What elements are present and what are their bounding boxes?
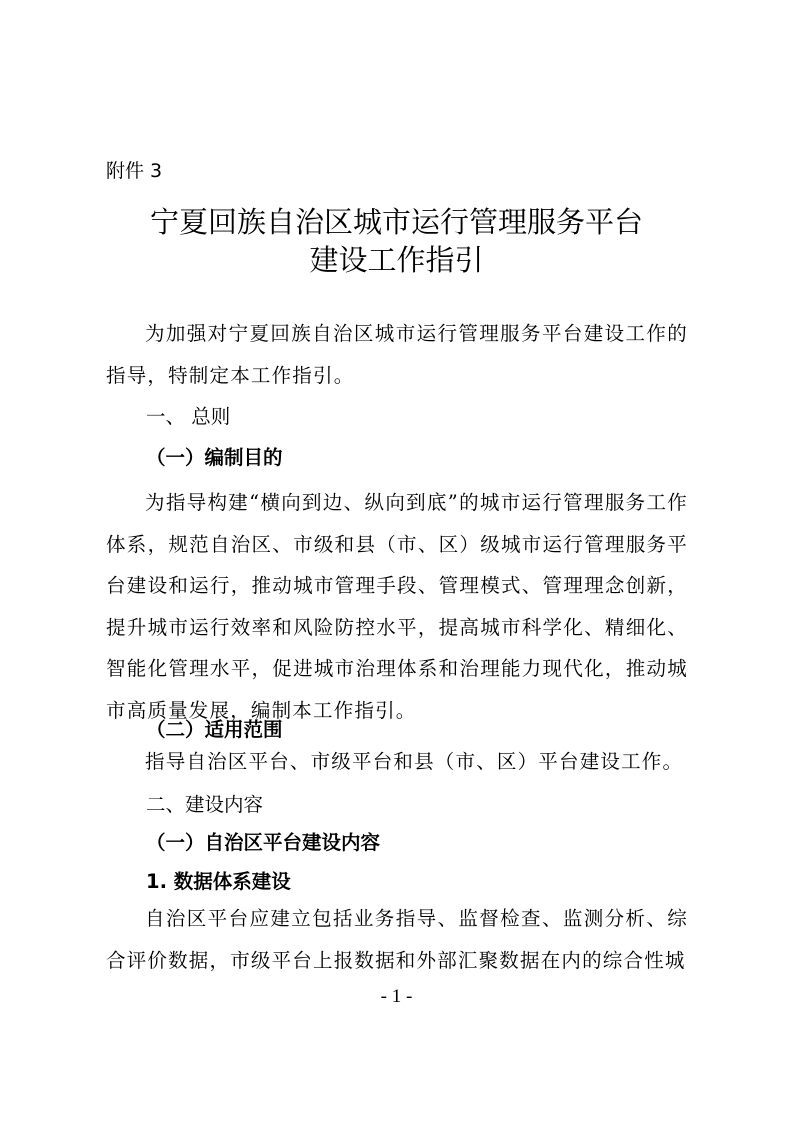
document-title-line2: 建设工作指引 xyxy=(309,243,484,277)
section2-item1-heading: 1. 数据体系建设 xyxy=(146,870,291,893)
document-title-line1: 宁夏回族自治区城市运行管理服务平台 xyxy=(149,205,643,239)
section1-sub1-paragraph: 为指导构建“横向到边、纵向到底”的城市运行管理服务工作体系，规范自治区、市级和县（市、区）级城市运行管理服务平台建设和运行，推动城市管理手段、管理模式、管理理念创新，提升城市运行效率和风险防控水平，提高城市科学化、精细化、智能化管理水平，促进城市治理体系和治理能力现代化，推动城市高质量发展，编制本工作指引。 xyxy=(106,491,688,722)
section2-heading: 二、建设内容 xyxy=(146,793,264,816)
section2-item1-paragraph: 自治区平台应建立包括业务指导、监督检查、监测分析、综合评价数据，市级平台上报数据和外部汇聚数据在内的综合性城 xyxy=(106,907,688,972)
section1-heading: 一、 总则 xyxy=(146,405,231,428)
attachment-label: 附件 3 xyxy=(106,160,163,182)
section1-sub2-paragraph: 指导自治区平台、市级平台和县（市、区）平台建设工作。 xyxy=(145,750,684,773)
section1-sub2-heading: （二）适用范围 xyxy=(146,718,283,741)
intro-paragraph: 为加强对宁夏回族自治区城市运行管理服务平台建设工作的指导，特制定本工作指引。 xyxy=(106,322,688,387)
page-number: - 1 - xyxy=(380,986,413,1007)
section2-sub1-heading: （一）自治区平台建设内容 xyxy=(146,831,381,854)
section1-sub1-heading: （一）编制目的 xyxy=(146,446,283,469)
